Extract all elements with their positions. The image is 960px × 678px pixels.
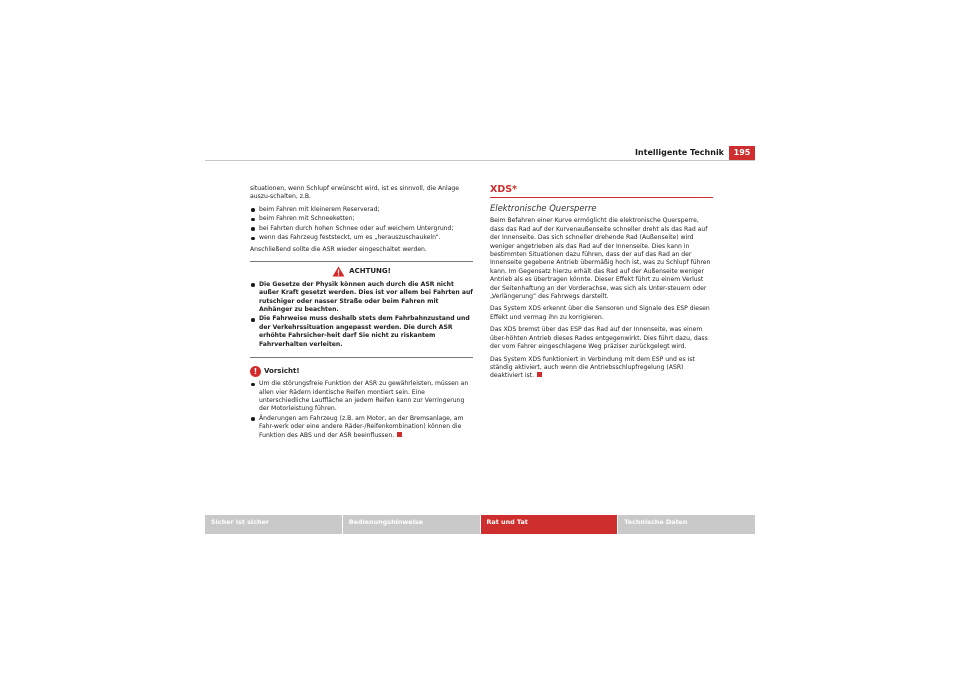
paragraph-text: Das System XDS funktioniert in Verbindung mit dem ESP und es ist ständig aktiviert, auch wenn die Antriebsschlupfregelung (ASR) deaktiviert ist.	[490, 355, 695, 380]
list-item: Die Gesetze der Physik können auch durch die ASR nicht außer Kraft gesetzt werden. Dies ist vor allem bei Fahrten auf rutschiger oder nasser Straße oder beim Fahren mit Anhänger zu beachten.	[250, 281, 473, 315]
xds-subheading: Elektronische Quersperre	[490, 203, 597, 213]
warning-header	[250, 266, 473, 277]
closing-paragraph: Anschließend sollte die ASR wieder eingeschaltet werden.	[250, 246, 427, 254]
footer-tab-rat-und-tat[interactable]: Rat und Tat	[481, 515, 618, 534]
asr-off-list	[250, 206, 473, 243]
warning-box	[250, 261, 473, 358]
page-number: 195	[729, 146, 755, 160]
section-title: Intelligente Technik	[634, 148, 724, 157]
list-item: Die Fahrweise muss deshalb stets dem Fahrbahnzustand und der Verkehrssituation angepasst werden. Die durch ASR erhöhte Fahrsicher-heit darf Sie nicht zu riskantem Fahrverhalten verleiten.	[250, 315, 473, 349]
header-rule	[205, 160, 755, 161]
warning-title: ACHTUNG!	[349, 267, 391, 276]
xds-heading: XDS*	[490, 185, 713, 198]
caution-list	[250, 380, 473, 440]
paragraph: Das XDS bremst über das ESP das Rad auf der Innenseite, was einem über-höhten Antrieb dieses Rades entgegenwirkt. Dies führt dazu, dass der vom Fahrer eingeschlagene Weg präziser zurückgelegt wird.	[490, 326, 708, 351]
caution-title: Vorsicht!	[264, 367, 300, 376]
right-column	[490, 185, 713, 385]
caution-item-text: Änderungen am Fahrzeug (z.B. am Motor, an der Bremsanlage, am Fahr-werk oder eine andere Räder-/Reifenkombination) können die Funktion des ABS und der ASR beeinflussen.	[259, 414, 464, 439]
paragraph: Beim Befahren einer Kurve ermöglicht die elektronische Quersperre, dass das Rad auf der Kurvenaußenseite schneller dreht als das Rad auf der Innenseite. Das sich schneller drehende Rad (Außenseite) wird weniger angetrieben als das Rad auf der Innenseite. Dies kann in bestimmten Situationen dazu führen, dass der auf das Rad an der Innenseite gegebene Antrieb übermäßig hoch ist, was zu Schlupf führen kann. Im Gegensatz hierzu erhält das Rad auf der Außenseite weniger Antrieb als es übertragen könnte. Dieser Effekt führt zu einem Verlust der Seitenhaftung an der Vorderachse, was sich als Unter-steuern oder „Verlängerung“ des Fahrwegs darstellt.	[490, 217, 711, 301]
list-item: Um die störungsfreie Funktion der ASR zu gewährleisten, müssen an allen vier Rädern identische Reifen montiert sein. Eine unterschiedliche Lauffläche an jedem Reifen kann zur Verringerung der Motorleistung führen.	[250, 380, 473, 414]
caution-header	[250, 366, 473, 377]
list-item	[250, 415, 473, 440]
footer-tab-bedienungshinweise[interactable]: Bedienungshinweise	[343, 515, 480, 534]
list-item: beim Fahren mit kleinerem Reserverad;	[250, 206, 473, 214]
warning-list	[250, 281, 473, 349]
footer-tab-sicher-ist-sicher[interactable]: Sicher ist sicher	[205, 515, 342, 534]
list-item: wenn das Fahrzeug feststeckt, um es „herauszuschaukeln“.	[250, 234, 473, 242]
paragraph: Das System XDS erkennt über die Sensoren und Signale des ESP diesen Effekt und vermag ihn zu korrigieren.	[490, 305, 710, 321]
section-end-marker	[397, 432, 402, 437]
caution-exclamation-icon: !	[250, 366, 261, 377]
paragraph	[490, 356, 713, 381]
intro-paragraph: situationen, wenn Schlupf erwünscht wird, ist es sinnvoll, die Anlage auszu-schalten, z.B.	[250, 185, 460, 201]
list-item: beim Fahren mit Schneeketten;	[250, 215, 473, 223]
footer-tab-technische-daten[interactable]: Technische Daten	[618, 515, 755, 534]
section-end-marker	[537, 372, 542, 377]
footer-nav	[205, 515, 755, 534]
warning-triangle-icon	[332, 266, 345, 277]
list-item: bei Fahrten durch hohen Schnee oder auf weichem Untergrund;	[250, 225, 473, 233]
left-column	[250, 185, 473, 444]
